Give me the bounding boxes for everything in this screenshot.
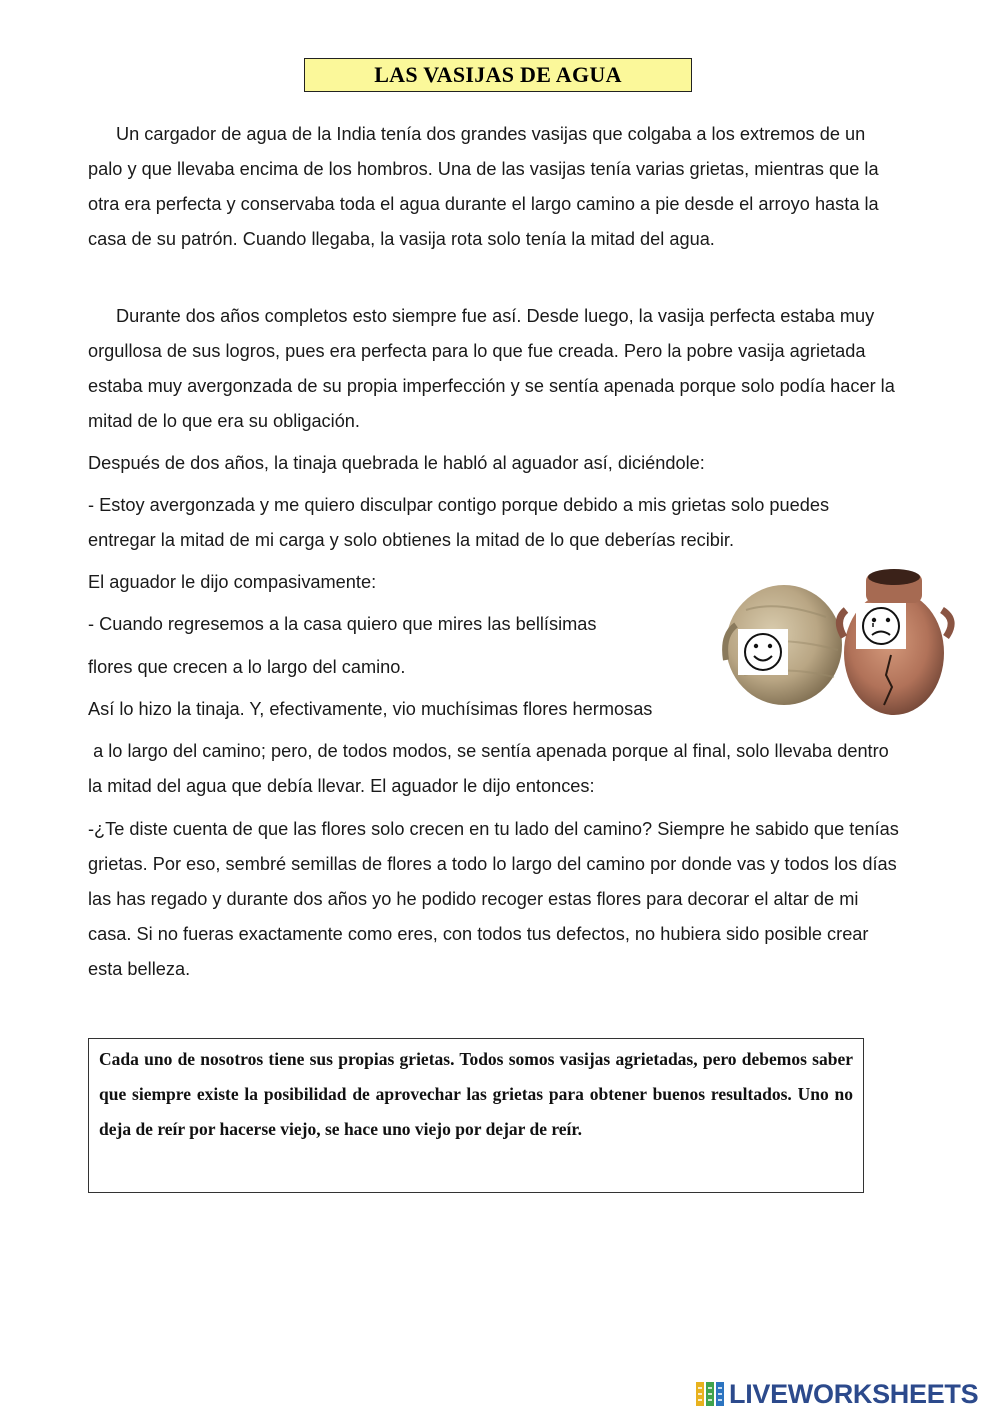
liveworksheets-logo-icon xyxy=(695,1380,725,1408)
paragraph-9: a lo largo del camino; pero, de todos modos, se sentía apenada porque al final, solo llevaba dentro la mitad del agua que debía llevar. El aguador le dijo entonces: xyxy=(88,741,899,796)
paragraph-7: flores que crecen a lo largo del camino. xyxy=(88,657,406,677)
page-title: LAS VASIJAS DE AGUA xyxy=(304,58,692,92)
moral-box: Cada uno de nosotros tiene sus propias grietas. Todos somos vasijas agrietadas, pero debemos saber que siempre existe la posibilidad de aprovechar las grietas para obtener buenos resultados. Uno no deja de reír por hacerse viejo, se hace uno viejo por dejar de reír. xyxy=(88,1038,864,1193)
liveworksheets-brand xyxy=(695,1377,978,1411)
water-jars-illustration xyxy=(716,565,964,720)
paragraph-3: Después de dos años, la tinaja quebrada le habló al aguador así, diciéndole: xyxy=(88,453,705,473)
paragraph-1: Un cargador de agua de la India tenía dos grandes vasijas que colgaba a los extremos de un palo y que llevaba encima de los hombros. Una de las vasijas tenía varias grietas, mientras que la otra era perfecta y conservaba toda el agua durante el largo camino a pie desde el arroyo hasta la casa de su patrón. Cuando llegaba, la vasija rota solo tenía la mitad del agua. xyxy=(88,124,879,249)
paragraph-5: El aguador le dijo compasivamente: xyxy=(88,572,377,592)
paragraph-10: -¿Te diste cuenta de que las flores solo crecen en tu lado del camino? Siempre he sabido que tenías grietas. Por eso, sembré semillas de flores a todo lo largo del camino por donde vas y todos los días las has regado y durante dos años yo he podido recoger estas flores para decorar el altar de mi casa. Si no fueras exactamente como eres, con todos tus defectos, no hubiera sido posible crear esta belleza. xyxy=(88,819,899,979)
paragraph-2: Durante dos años completos esto siempre fue así. Desde luego, la vasija perfecta estaba muy orgullosa de sus logros, pues era perfecta para lo que fue creada. Pero la pobre vasija agrietada estaba muy avergonzada de su propia imperfección y se sentía apenada porque solo podía hacer la mitad de lo que era su obligación. xyxy=(88,306,895,431)
happy-face-icon xyxy=(738,629,788,675)
paragraph-4: - Estoy avergonzada y me quiero disculpar contigo porque debido a mis grietas solo puedes entregar la mitad de mi carga y solo obtienes la mitad de lo que deberías recibir. xyxy=(88,495,830,550)
sad-face-icon xyxy=(856,603,906,649)
paragraph-6: - Cuando regresemos a la casa quiero que mires las bellísimas xyxy=(88,614,597,634)
brand-name: LIVEWORKSHEETS xyxy=(729,1378,979,1409)
paragraph-8: Así lo hizo la tinaja. Y, efectivamente, vio muchísimas flores hermosas xyxy=(88,699,653,719)
